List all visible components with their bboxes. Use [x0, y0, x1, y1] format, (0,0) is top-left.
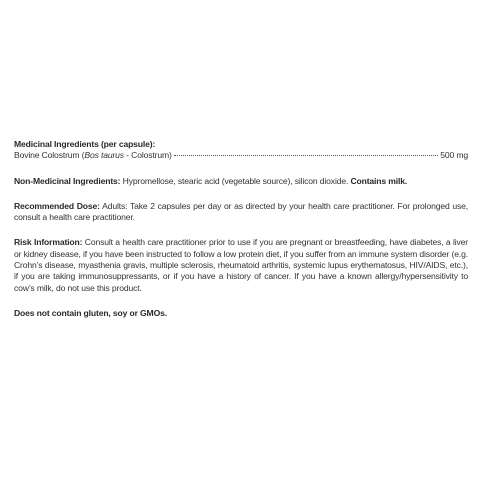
contains-milk-warning: Contains milk.	[350, 175, 408, 186]
recommended-dose-heading: Recommended Dose:	[14, 200, 100, 211]
dotted-leader	[174, 155, 439, 156]
ingredient-name: Bovine Colostrum (Bos taurus - Colostrum)	[14, 150, 172, 161]
recommended-dose-section	[14, 201, 468, 224]
non-medicinal-ingredients-section	[14, 176, 468, 187]
medicinal-ingredients-heading: Medicinal Ingredients (per capsule):	[14, 139, 156, 149]
ingredient-amount: 500 mg	[440, 150, 468, 161]
risk-information-heading: Risk Information:	[14, 237, 83, 248]
risk-information-text: Consult a health care practitioner prior to use if you are pregnant or breastfeeding, have diabetes, a liver or kidney disease, if you have been instructed to follow a low protein diet, if you suffer from an immune system disorder (e.g. Crohn’s disease, myasthenia gravis, multiple sclerosis, rheumatoid arthritis, systemic lupus erythematosus, HIV/AIDS, etc.), if you are taking immunosuppressants, or if you have a history of cancer. If you have a known allergy/hypersensitivity to cow’s milk, do not use this product.	[14, 237, 468, 293]
medicinal-ingredients-section	[14, 139, 468, 162]
ingredient-latin-name: Bos taurus	[84, 150, 124, 161]
free-from-section	[14, 308, 468, 319]
non-medicinal-heading: Non-Medicinal Ingredients:	[14, 175, 121, 186]
free-from-statement: Does not contain gluten, soy or GMOs.	[14, 307, 167, 318]
recommended-dose-text: Adults: Take 2 capsules per day or as directed by your health care practitioner. For prolonged use, consult a health care practitioner.	[14, 200, 468, 223]
risk-information-section	[14, 237, 468, 293]
ingredient-row-bovine-colostrum	[14, 150, 468, 161]
product-label-text	[14, 139, 468, 319]
non-medicinal-text: Hypromellose, stearic acid (vegetable source), silicon dioxide.	[120, 175, 351, 186]
